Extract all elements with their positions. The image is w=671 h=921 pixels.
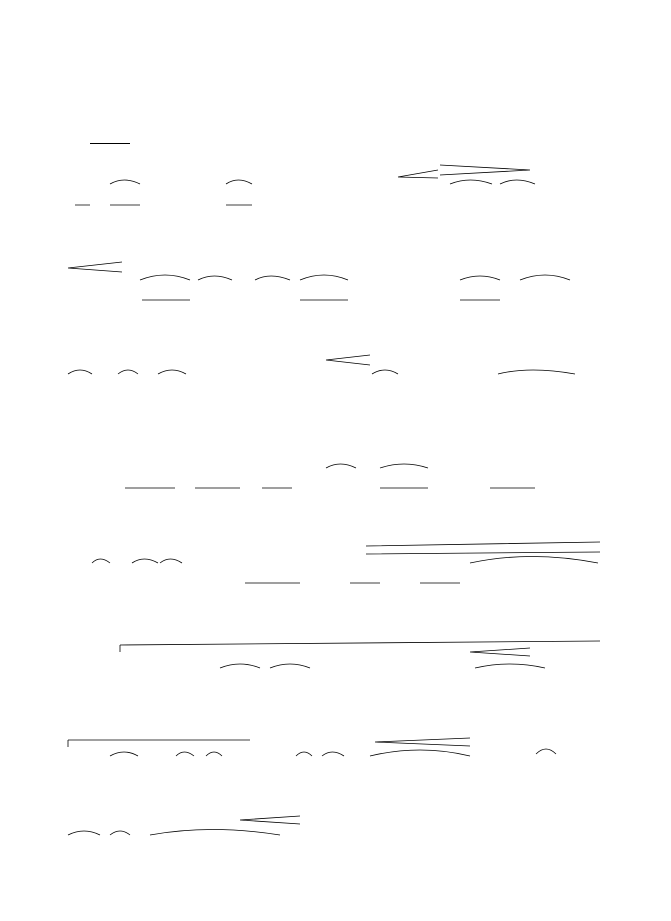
slur [326,464,356,468]
hairpin-dim [440,165,530,175]
hairpin-cresc [398,170,438,178]
hairpin-cresc [375,738,470,746]
slur [110,752,138,756]
slur [498,370,575,374]
slur [118,370,138,374]
slur [92,559,110,563]
slur [220,664,260,668]
slur [68,831,100,835]
slur [140,275,190,280]
slur [270,664,310,668]
slur [150,830,280,836]
slur [110,831,130,835]
hairpin-cresc [326,355,370,365]
hairpin-cresc [68,262,122,272]
slur [372,370,398,374]
slur [450,180,492,184]
slur [198,276,232,280]
slur [500,180,535,184]
slur [110,180,140,184]
slur [176,752,194,756]
slur [158,370,186,374]
slur [68,370,92,374]
slur [226,180,252,184]
slur [322,752,344,756]
slur [460,276,500,280]
slur [206,752,222,756]
volta-1-bracket [120,641,600,645]
hairpin-cresc [470,648,530,656]
slur [470,557,598,564]
hairpin-dim [366,542,600,554]
slur [132,559,158,563]
slur [520,275,570,280]
hairpin-cresc [240,816,300,824]
slur [475,664,545,668]
slur [296,752,312,756]
slur [160,559,182,563]
slur [255,276,290,280]
slur [300,275,348,280]
fermata [536,749,556,754]
slur [370,750,470,756]
slur [380,464,428,468]
